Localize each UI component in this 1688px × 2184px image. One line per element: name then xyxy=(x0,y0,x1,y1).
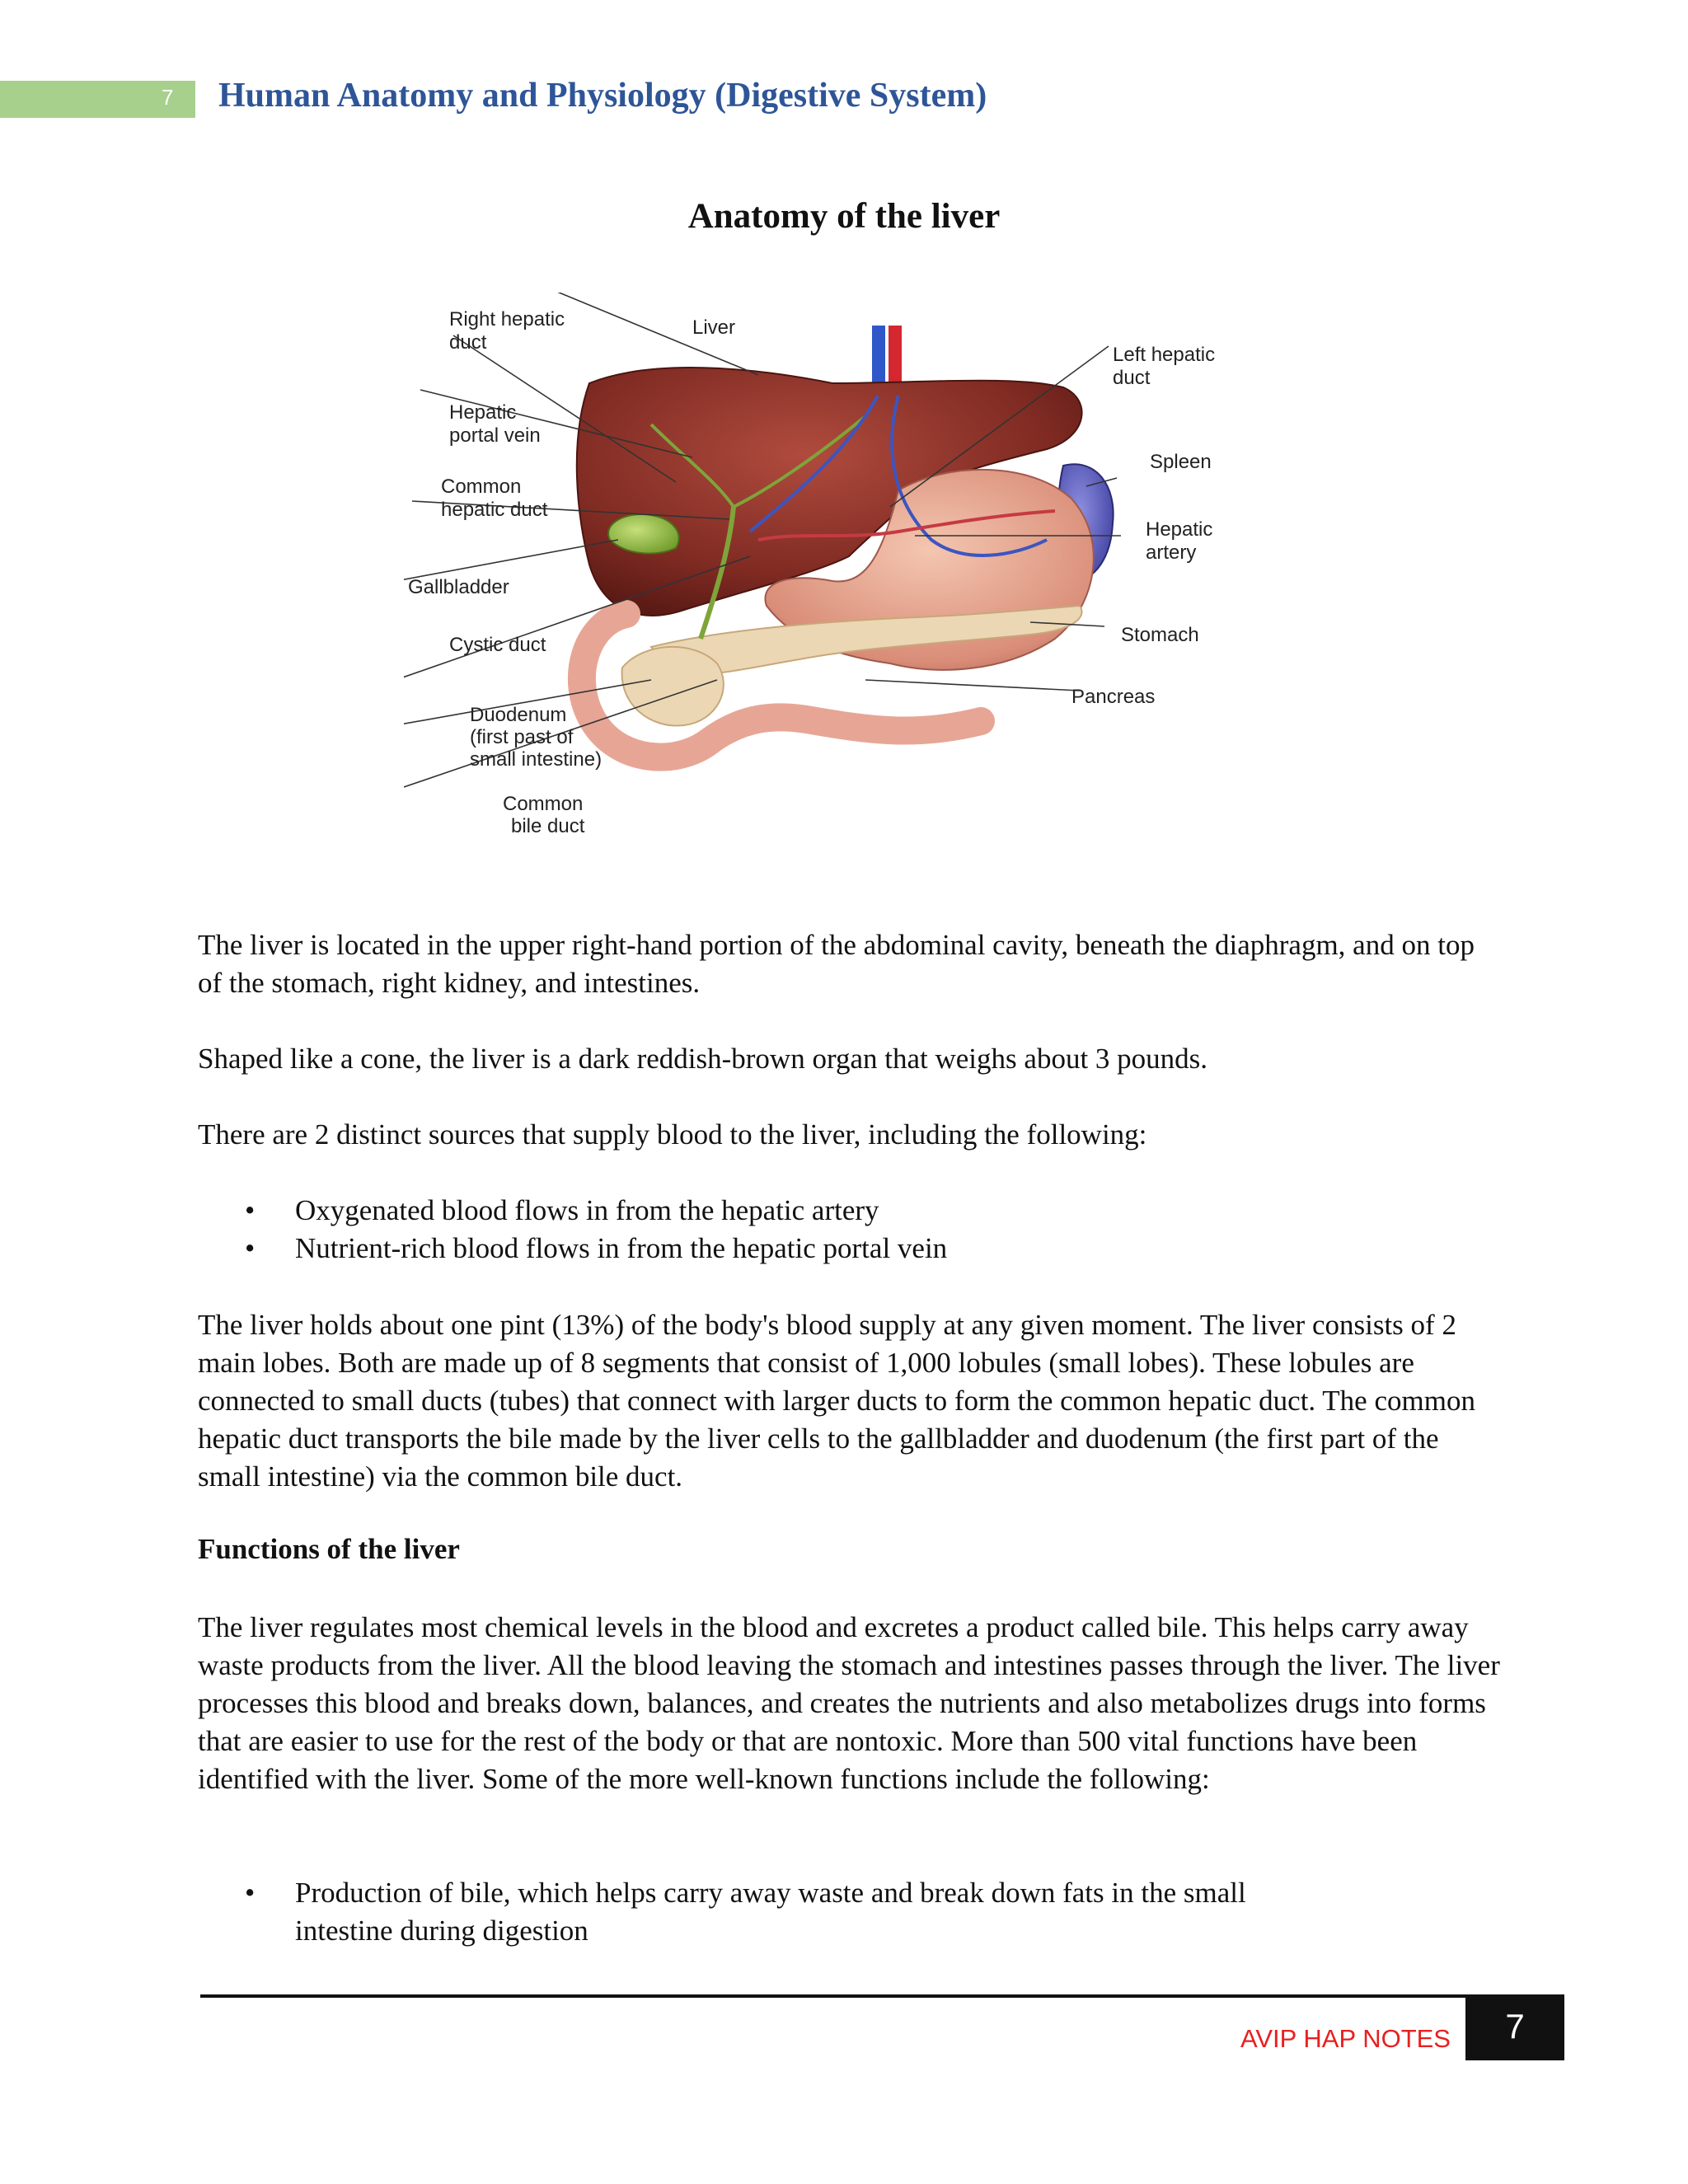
bullet-icon: • xyxy=(245,1194,256,1226)
label-gallbladder: Gallbladder xyxy=(408,576,509,598)
label-hepatic-artery: Hepatic xyxy=(1146,518,1213,541)
label-left-hepatic-duct: Left hepatic xyxy=(1113,344,1216,366)
list-item-text: Production of bile, which helps carry away waste and break down fats in the small intestine during digestion xyxy=(295,1877,1246,1947)
label-hepatic-portal-vein: Hepatic xyxy=(449,401,517,424)
label-duodenum: Duodenum xyxy=(470,704,567,726)
bullet-icon: • xyxy=(245,1232,256,1264)
footer-page-number: 7 xyxy=(1465,1998,1564,2060)
section-heading-functions: Functions of the liver xyxy=(198,1533,460,1565)
list-item xyxy=(198,1230,1500,1268)
page-title: Anatomy of the liver xyxy=(687,197,1001,236)
label-common-hepatic-duct: Common xyxy=(441,476,522,498)
header-page-number: 7 xyxy=(162,85,174,110)
footer-label: AVIP HAP NOTES xyxy=(1240,2024,1451,2053)
list-item xyxy=(198,1192,1500,1230)
paragraph-functions: The liver regulates most chemical levels in the blood and excretes a product called bile. This helps carry away waste products from the liver. All the blood leaving the stomach and intestines passes through the liver. The liver processes this blood and breaks down, balances, and creates the nutrients and also metabolizes drugs into forms that are easier to use for the rest of the body or that are nontoxic. More than 500 vital functions have been identified with the liver. Some of the more well-known functions include the following: xyxy=(198,1611,1500,1795)
label-common-bile-duct-2: bile duct xyxy=(511,815,585,837)
label-duodenum-3: small intestine) xyxy=(470,748,603,771)
label-common-bile-duct: Common xyxy=(503,793,584,815)
liver-anatomy-illustration xyxy=(404,293,1278,853)
list-item-text: Oxygenated blood flows in from the hepatic artery xyxy=(295,1194,879,1226)
list-item xyxy=(198,1874,1500,1950)
label-spleen: Spleen xyxy=(1150,451,1212,473)
paragraph-shape: Shaped like a cone, the liver is a dark reddish-brown organ that weighs about 3 pounds. xyxy=(198,1043,1208,1075)
functions-list xyxy=(198,1874,1500,1950)
list-item-text: Nutrient-rich blood flows in from the hepatic portal vein xyxy=(295,1232,948,1264)
label-cystic-duct: Cystic duct xyxy=(449,634,546,656)
paragraph-blood-sources: There are 2 distinct sources that supply blood to the liver, including the following: xyxy=(198,1118,1147,1151)
footer-rule xyxy=(200,1994,1564,1998)
paragraph-lobes: The liver holds about one pint (13%) of the body's blood supply at any given moment. The liver consists of 2 main lobes. Both are made up of 8 segments that consist of 1,000 lobules (small lobes). These lobules are connected to small ducts (tubes) that connect with larger ducts to form the common hepatic duct. The common hepatic duct transports the bile made by the liver cells to the gallbladder and duodenum (the first part of the small intestine) via the common bile duct. xyxy=(198,1309,1475,1493)
label-common-hepatic-duct-2: hepatic duct xyxy=(441,499,548,521)
paragraph-location: The liver is located in the upper right-hand portion of the abdominal cavity, beneath the diaphragm, and on top of the stomach, right kidney, and intestines. xyxy=(198,929,1475,999)
label-right-hepatic-duct-2: duct xyxy=(449,331,487,354)
blood-sources-list xyxy=(198,1192,1500,1268)
liver-anatomy-figure xyxy=(404,293,1278,853)
header-title: Human Anatomy and Physiology (Digestive System) xyxy=(218,77,987,115)
label-left-hepatic-duct-2: duct xyxy=(1113,367,1151,389)
label-hepatic-portal-vein-2: portal vein xyxy=(449,424,541,447)
pancreas-head-shape xyxy=(622,647,724,726)
label-hepatic-artery-2: artery xyxy=(1146,541,1197,564)
label-duodenum-2: (first past of xyxy=(470,726,574,748)
bullet-icon: • xyxy=(245,1877,256,1909)
label-liver: Liver xyxy=(692,316,736,339)
label-right-hepatic-duct: Right hepatic xyxy=(449,308,565,330)
label-pancreas: Pancreas xyxy=(1071,686,1156,708)
label-stomach: Stomach xyxy=(1121,624,1199,646)
